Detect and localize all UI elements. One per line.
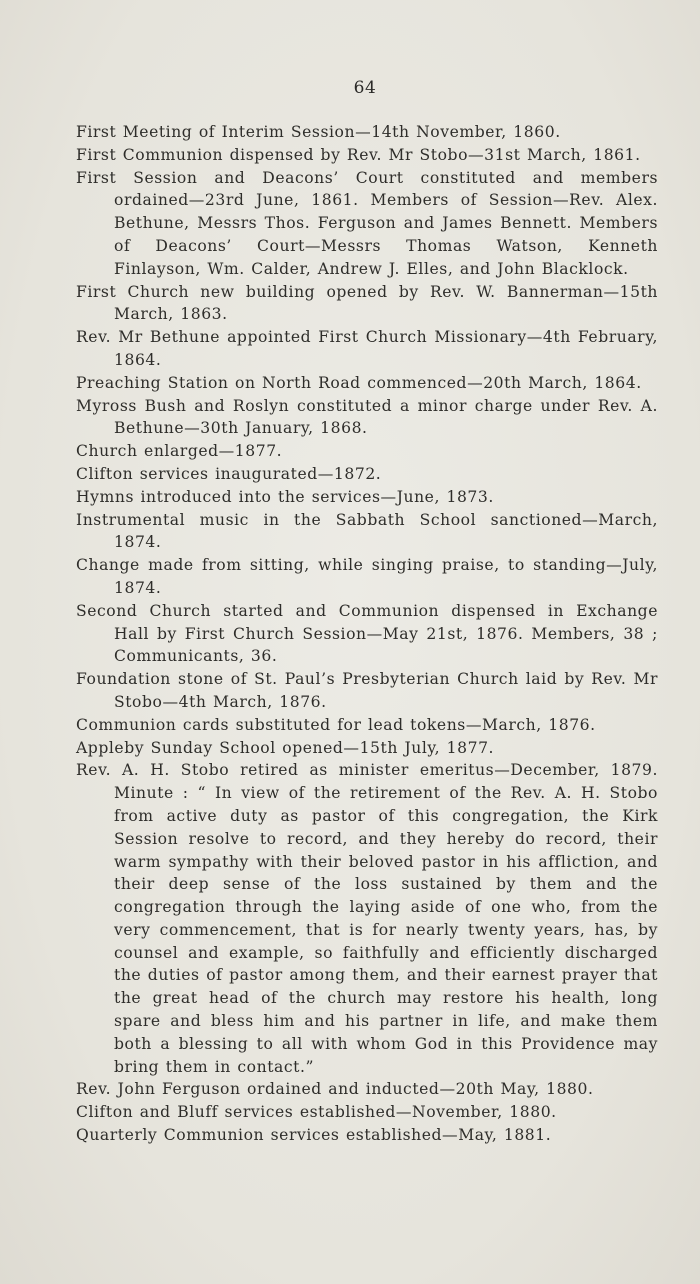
chronology-list bbox=[76, 121, 658, 1147]
chronology-entry: Clifton services inaugurated—1872. bbox=[76, 464, 382, 483]
chronology-entry: Appleby Sunday School opened—15th July, 1877. bbox=[76, 738, 495, 757]
chronology-entry: First Meeting of Interim Session—14th November, 1860. bbox=[76, 123, 561, 141]
chronology-entry: Foundation stone of St. Paul’s Presbyterian Church laid by Rev. Mr Stobo—4th March, 1876. bbox=[76, 670, 658, 711]
chronology-entry: Church enlarged—1877. bbox=[76, 442, 283, 461]
chronology-entry: Second Church started and Communion dispensed in Exchange Hall by First Church Session—May 21st, 1876. Members, 38 ; Communicants, 36. bbox=[76, 601, 658, 666]
chronology-entry: First Session and Deacons’ Court constituted and members ordained—23rd June, 1861. Members of Session—Rev. Alex. Bethune, Messrs Thos. Ferguson and James Bennett. Members of Deacons’ Court—Messrs Thomas Watson, Kenneth Finlayson, Wm. Calder, Andrew J. Elles, and John Blacklock. bbox=[76, 168, 658, 278]
chronology-entry: Clifton and Bluff services established—November, 1880. bbox=[76, 1103, 557, 1122]
chronology-entry: Instrumental music in the Sabbath School sanctioned—March, 1874. bbox=[76, 510, 658, 552]
chronology-entry: Myross Bush and Roslyn constituted a minor charge under Rev. A. Bethune—30th January, 1868. bbox=[76, 396, 658, 438]
chronology-entry: Change made from sitting, while singing praise, to standing—July, 1874. bbox=[76, 556, 658, 597]
chronology-entry: Rev. Mr Bethune appointed First Church Missionary—4th February, 1864. bbox=[76, 328, 658, 369]
chronology-entry: Rev. John Ferguson ordained and inducted—20th May, 1880. bbox=[76, 1080, 594, 1099]
chronology-entry: Rev. A. H. Stobo retired as minister emeritus—December, 1879. Minute : “ In view of the retirement of the Rev. A. H. Stobo from active duty as pastor of this congregation, the Kirk Session resolve to record, and they hereby do record, their warm sympathy with their beloved pastor in his affliction, and their deep sense of the loss sustained by them and the congregation through the laying aside of one who, from the very commencement, that is for nearly twenty years, has, by counsel and example, so faithfully and efficiently discharged the duties of pastor among them, and their earnest prayer that the great head of the church may restore his health, long spare and bless him and his partner in life, and make them both a blessing to all with whom God in this Providence may bring them in contact.” bbox=[76, 761, 658, 1076]
chronology-entry: Hymns introduced into the services—June, 1873. bbox=[76, 487, 494, 506]
chronology-entry: First Communion dispensed by Rev. Mr Stobo—31st March, 1861. bbox=[76, 145, 641, 164]
chronology-entry: Communion cards substituted for lead tokens—March, 1876. bbox=[76, 715, 596, 734]
chronology-entry: Preaching Station on North Road commenced—20th March, 1864. bbox=[76, 373, 642, 392]
chronology-entry: First Church new building opened by Rev. W. Bannerman—15th March, 1863. bbox=[76, 282, 658, 324]
chronology-entry: Quarterly Communion services established—May, 1881. bbox=[76, 1126, 552, 1145]
page-number: 64 bbox=[353, 78, 377, 98]
